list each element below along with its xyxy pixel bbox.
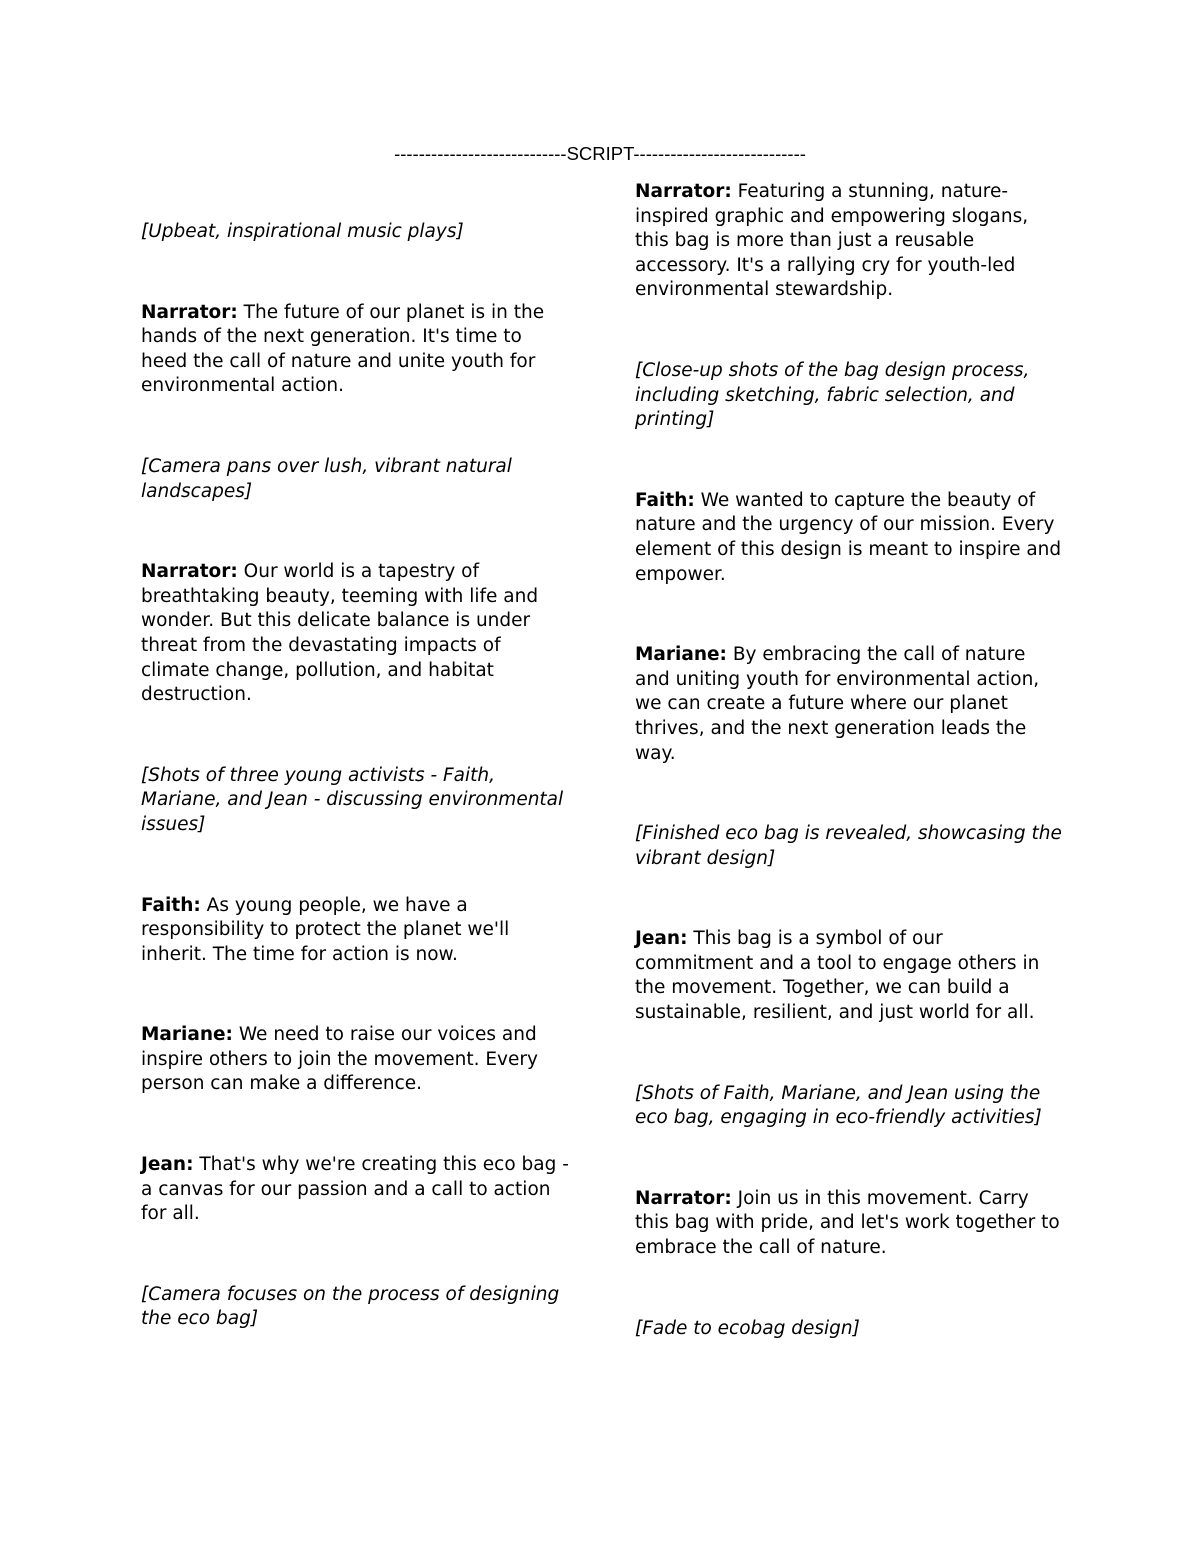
dialogue-line <box>635 1187 1065 1261</box>
stage-direction: [Finished eco bag is revealed, showcasing the vibrant design] <box>635 823 1062 869</box>
dialogue-text: Featuring a stunning, nature-inspired graphic and empowering slogans, this bag is more than just a reusable accessory. It's a rallying cry for youth-led environmental stewardship. <box>635 181 1029 301</box>
right-column <box>635 180 1065 1397</box>
dialogue-text: That's why we're creating this eco bag - a canvas for our passion and a call to action for all. <box>141 1154 569 1225</box>
speaker-name: Narrator: <box>141 301 238 323</box>
speaker-name: Narrator: <box>141 561 238 583</box>
stage-direction: [Camera pans over lush, vibrant natural landscapes] <box>141 455 512 502</box>
dialogue-line <box>635 180 1065 303</box>
dialogue-text: This bag is a symbol of our commitment and a tool to engage others in the movement. Together, we can build a sustainable, resilient, and just world for all. <box>635 928 1040 1024</box>
dialogue-text: We wanted to capture the beauty of nature and the urgency of our mission. Every element of this design is meant to inspire and empower. <box>635 489 1062 585</box>
script-heading: ----------------------------SCRIPT---------------------------- <box>394 143 806 164</box>
dialogue-text: Our world is a tapestry of breathtaking beauty, teeming with life and wonder. But this delicate balance is under threat from the devastating impacts of climate change, pollution, and habitat destruction. <box>141 561 539 706</box>
left-column <box>141 220 571 1388</box>
stage-direction: [Fade to ecobag design] <box>635 1317 860 1339</box>
speaker-name: Narrator: <box>635 181 732 202</box>
speaker-name: Mariane: <box>141 1024 233 1046</box>
speaker-name: Faith: <box>141 894 201 916</box>
dialogue-line <box>141 560 571 708</box>
dialogue-text: Join us in this movement. Carry this bag with pride, and let's work together to embrace the call of nature. <box>635 1187 1060 1259</box>
dialogue-line <box>635 643 1065 766</box>
stage-direction: [Shots of three young activists - Faith, Mariane, and Jean - discussing environmental issues] <box>141 764 564 835</box>
dialogue-line <box>141 894 571 968</box>
dialogue-text: We need to raise our voices and inspire others to join the movement. Every person can make a difference. <box>141 1024 538 1095</box>
speaker-name: Narrator: <box>635 1187 732 1209</box>
stage-direction: [Close-up shots of the bag design process, including sketching, fabric selection, and printing] <box>635 359 1030 431</box>
speaker-name: Faith: <box>635 489 695 511</box>
dialogue-line <box>635 927 1065 1025</box>
stage-direction: [Shots of Faith, Mariane, and Jean using the eco bag, engaging in eco-friendly activities] <box>635 1082 1042 1129</box>
dialogue-text: As young people, we have a responsibility to protect the planet we'll inherit. The time for action is now. <box>141 894 510 965</box>
dialogue-text: By embracing the call of nature and uniting youth for environmental action, we can create a future where our planet thrives, and the next generation leads the way. <box>635 644 1040 764</box>
dialogue-line <box>141 1153 571 1227</box>
stage-direction: [Camera focuses on the process of designing the eco bag] <box>141 1283 560 1330</box>
speaker-name: Mariane: <box>635 644 727 666</box>
dialogue-line <box>141 301 571 399</box>
speaker-name: Jean: <box>635 928 688 950</box>
speaker-name: Jean: <box>141 1154 194 1176</box>
stage-direction: [Upbeat, inspirational music plays] <box>141 221 464 242</box>
dialogue-line <box>141 1023 571 1097</box>
dialogue-text: The future of our planet is in the hands of the next generation. It's time to heed the call of nature and unite youth for environmental action. <box>141 301 545 397</box>
dialogue-line <box>635 489 1065 587</box>
